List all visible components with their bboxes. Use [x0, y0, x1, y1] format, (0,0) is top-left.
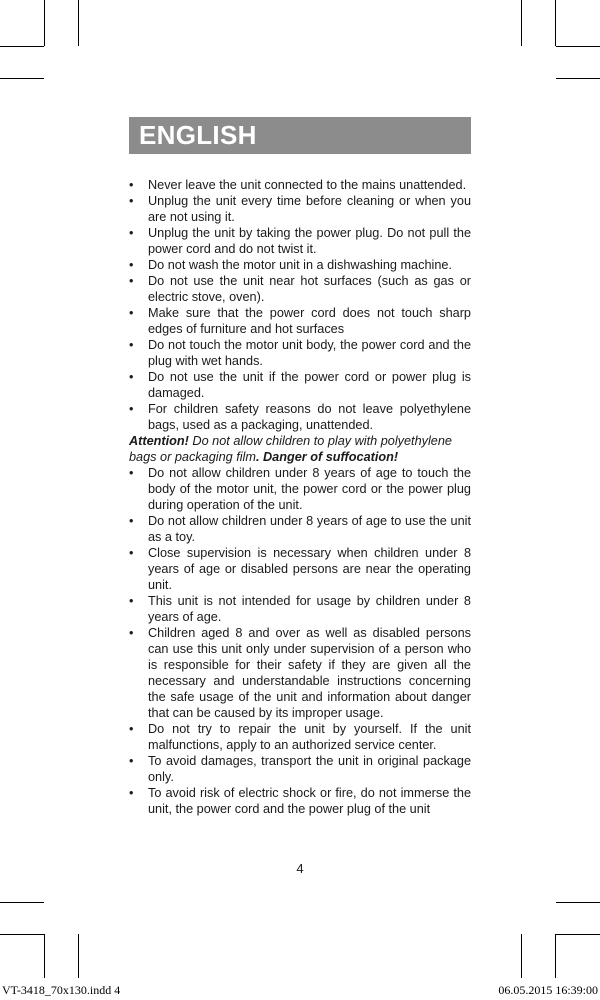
- crop-mark: [44, 934, 45, 978]
- list-item: • For children safety reasons do not leave polyethylene bags, used as a packaging, unattended.: [129, 401, 471, 433]
- crop-mark: [0, 934, 44, 935]
- list-item: • Make sure that the power cord does not touch sharp edges of furniture and hot surfaces: [129, 305, 471, 337]
- list-item: • To avoid risk of electric shock or fire, do not immerse the unit, the power cord and the power plug of the unit: [129, 785, 471, 817]
- attention-text: Do not allow children to play with polyethylene bags or packaging film: [129, 434, 452, 464]
- attention-note: [129, 433, 471, 465]
- list-item: • Unplug the unit every time before cleaning or when you are not using it.: [129, 193, 471, 225]
- safety-list-2: [129, 465, 471, 817]
- crop-mark: [0, 78, 44, 79]
- footer-timestamp: 06.05.2015 16:39:00: [498, 983, 598, 997]
- list-item: • To avoid damages, transport the unit in original package only.: [129, 753, 471, 785]
- section-header: [129, 117, 471, 154]
- crop-mark: [0, 902, 44, 903]
- crop-mark: [0, 46, 44, 47]
- crop-mark: [555, 0, 556, 46]
- crop-mark: [556, 934, 600, 935]
- attention-label: Attention!: [129, 434, 189, 448]
- manual-content: [129, 177, 471, 817]
- safety-list-1: [129, 177, 471, 433]
- section-title: ENGLISH: [139, 120, 257, 150]
- page-number: 4: [296, 861, 304, 876]
- list-item: • Do not use the unit if the power cord or power plug is damaged.: [129, 369, 471, 401]
- list-item: • This unit is not intended for usage by children under 8 years of age.: [129, 593, 471, 625]
- crop-mark: [556, 78, 600, 79]
- list-item: • Children aged 8 and over as well as disabled persons can use this unit only under supervision of a person who is responsible for their safety if they are given all the necessary and understandable instructions concerning the safe usage of the unit and information about danger that can be caused by its improper usage.: [129, 625, 471, 721]
- crop-mark: [44, 0, 45, 46]
- list-item: • Do not touch the motor unit body, the power cord and the plug with wet hands.: [129, 337, 471, 369]
- list-item: • Unplug the unit by taking the power plug. Do not pull the power cord and do not twist it.: [129, 225, 471, 257]
- crop-mark: [78, 0, 79, 46]
- list-item: • Never leave the unit connected to the mains unattended.: [129, 177, 471, 193]
- footer-file-name: VT-3418_70x130.indd 4: [2, 983, 121, 997]
- crop-mark: [78, 934, 79, 978]
- list-item: • Do not allow children under 8 years of age to touch the body of the motor unit, the power cord or the power plug during operation of the unit.: [129, 465, 471, 513]
- crop-mark: [521, 0, 522, 46]
- list-item: • Close supervision is necessary when children under 8 years of age or disabled persons are near the operating unit.: [129, 545, 471, 593]
- crop-mark: [521, 934, 522, 978]
- list-item: • Do not try to repair the unit by yourself. If the unit malfunctions, apply to an authorized service center.: [129, 721, 471, 753]
- list-item: • Do not allow children under 8 years of age to use the unit as a toy.: [129, 513, 471, 545]
- crop-mark: [556, 902, 600, 903]
- crop-mark: [555, 934, 556, 978]
- attention-warning: . Danger of suffocation!: [255, 450, 399, 464]
- list-item: • Do not use the unit near hot surfaces (such as gas or electric stove, oven).: [129, 273, 471, 305]
- list-item: • Do not wash the motor unit in a dishwashing machine.: [129, 257, 471, 273]
- crop-mark: [556, 46, 600, 47]
